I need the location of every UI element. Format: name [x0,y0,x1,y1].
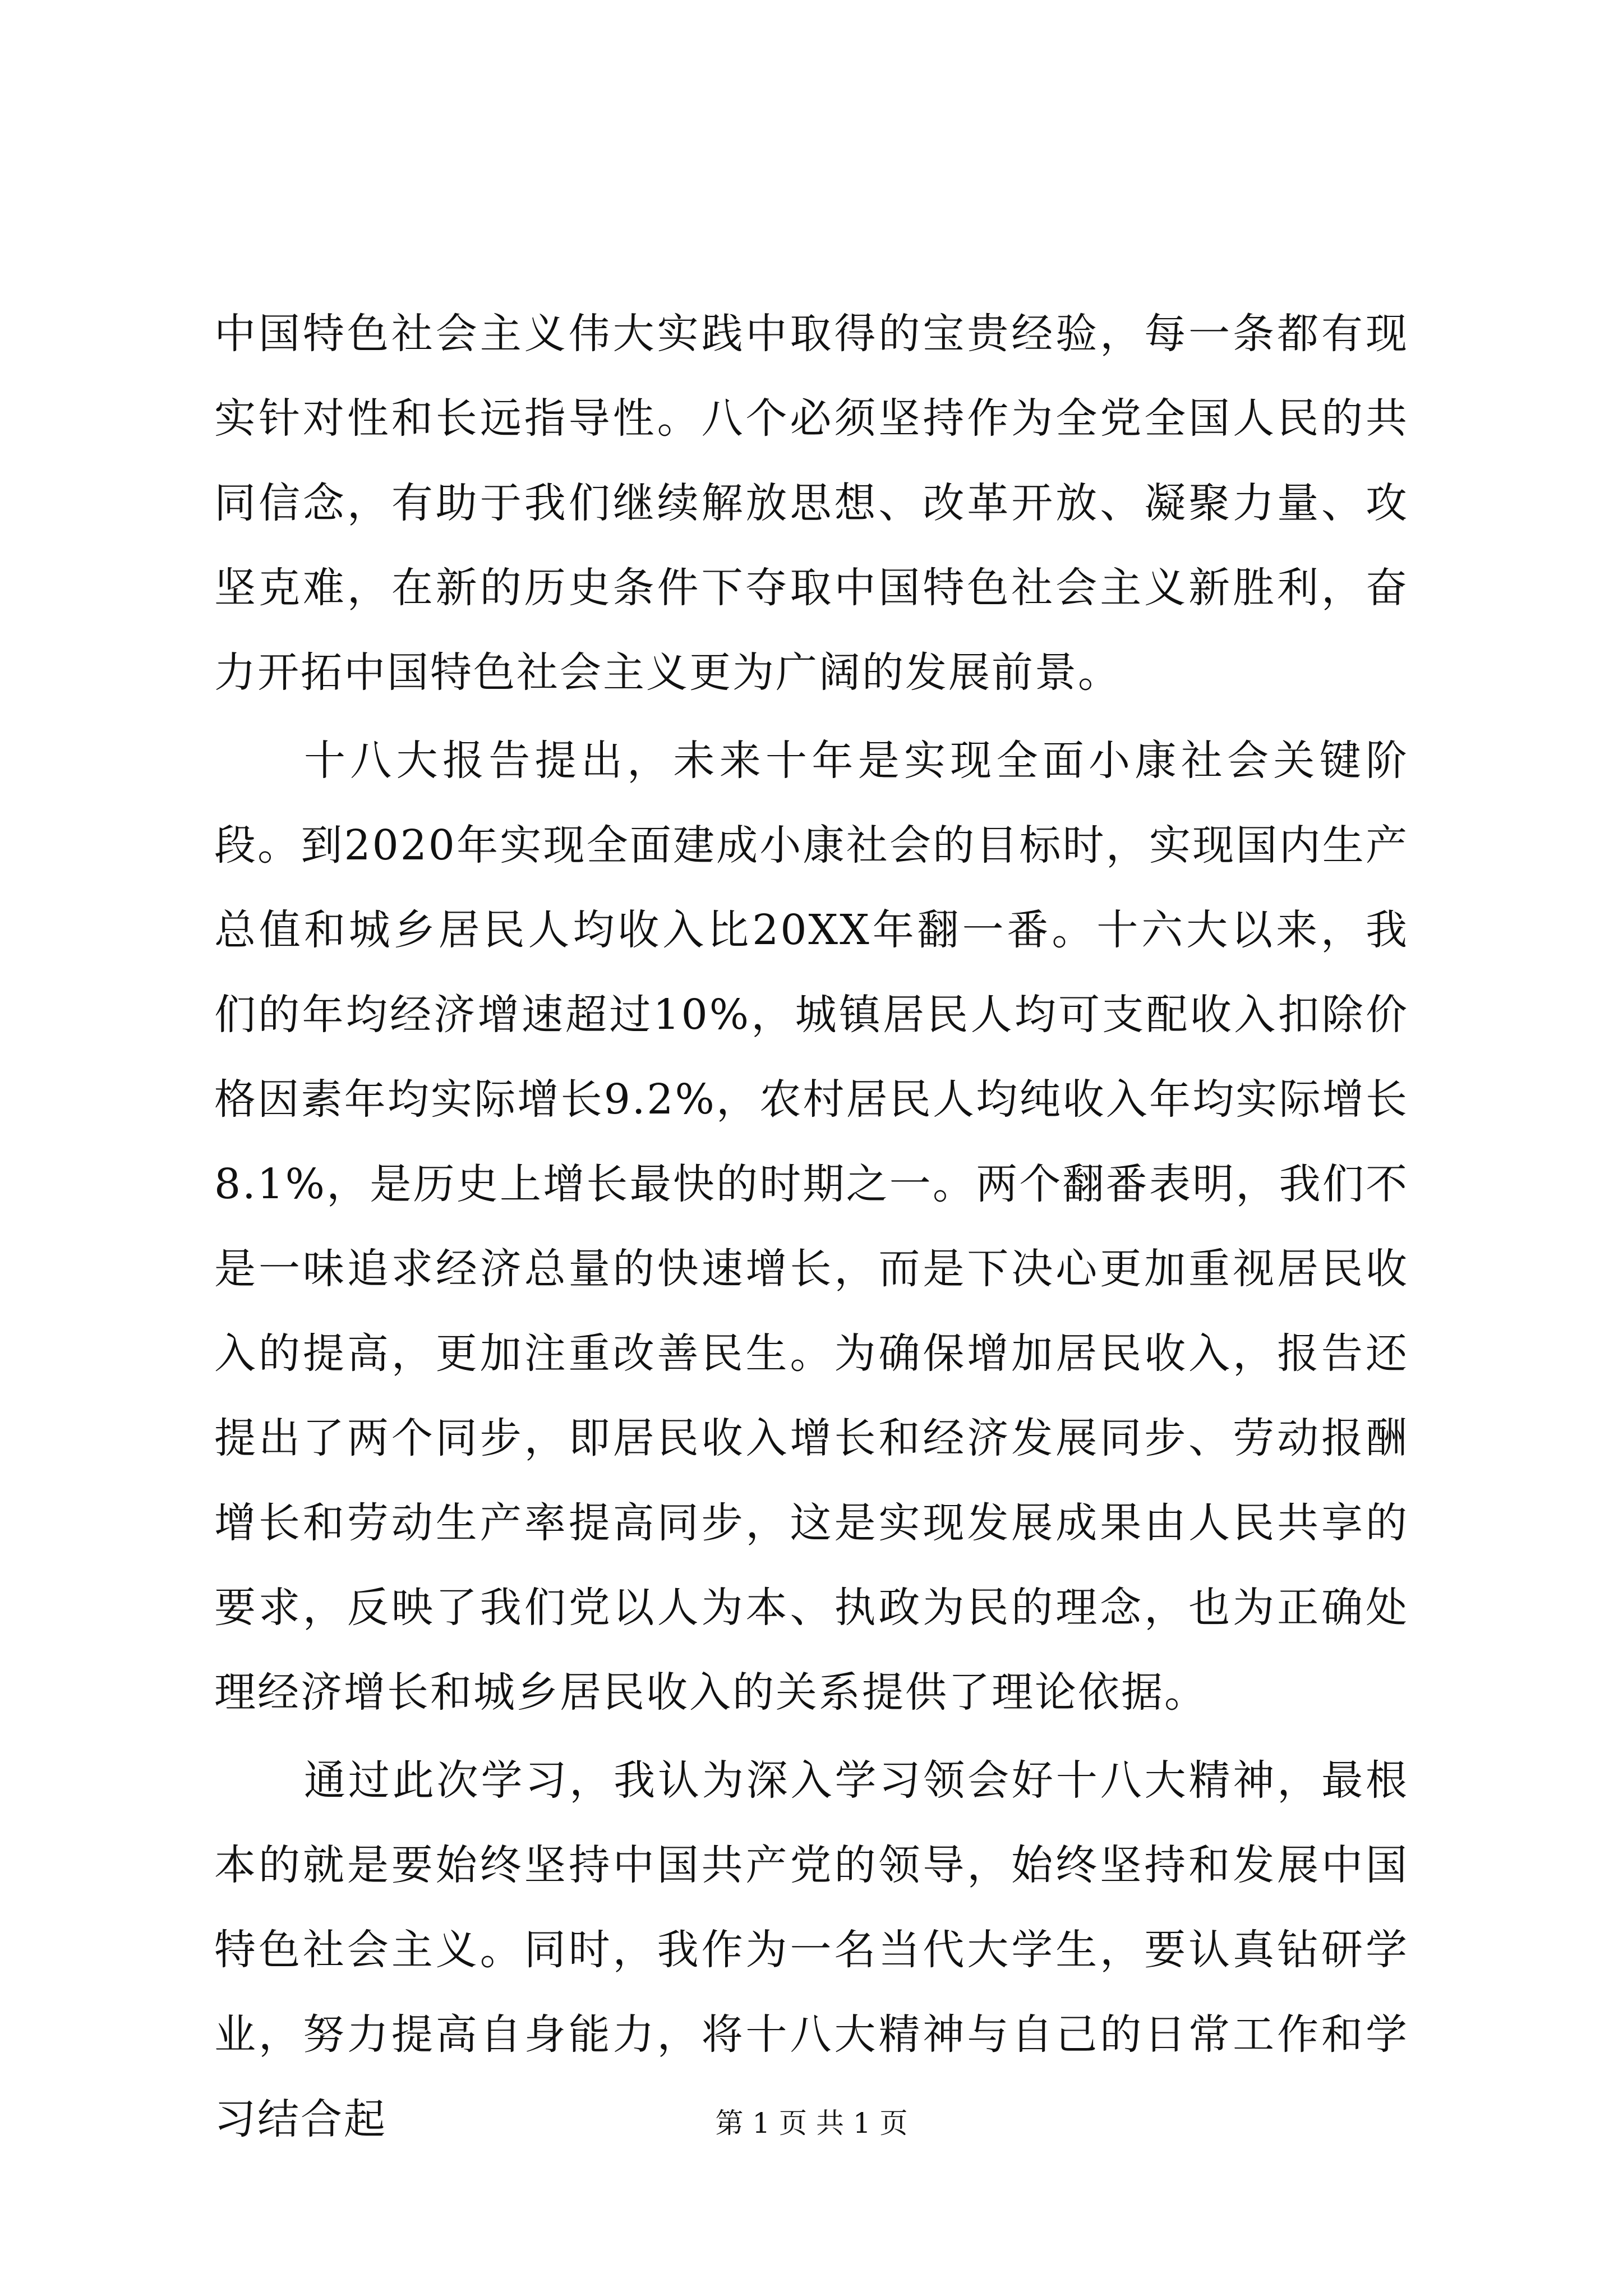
paragraph-income-targets: 十八大报告提出，未来十年是实现全面小康社会关键阶段。到2020年实现全面建成小康社会的目标时，实现国内生产总值和城乡居民人均收入比20XX年翻一番。十六大以来，我们的年均经济增速超过10%，城镇居民人均可支配收入扣除价格因素年均实际增长9.2%，农村居民人均纯收入年均实际增长8.1%，是历史上增长最快的时期之一。两个翻番表明，我们不是一味追求经济总量的快速增长，而是下决心更加重视居民收入的提高，更加注重改善民生。为确保增加居民收入，报告还提出了两个同步，即居民收入增长和经济发展同步、劳动报酬增长和劳动生产率提高同步，这是实现发展成果由人民共享的要求，反映了我们党以人为本、执政为民的理念，也为正确处理经济增长和城乡居民收入的关系提供了理论依据。 [214,737,1409,1717]
page-number-footer: 第 1 页 共 1 页 [715,2107,908,2139]
paragraph-study-conclusion: 通过此次学习，我认为深入学习领会好十八大精神，最根本的就是要始终坚持中国共产党的领导，始终坚持和发展中国特色社会主义。同时，我作为一名当代大学生，要认真钻研学业，努力提高自身能力，将十八大精神与自己的日常工作和学习结合起 [214,1756,1409,2143]
document-body [214,292,1409,2165]
paragraph-continuation: 中国特色社会主义伟大实践中取得的宝贵经验，每一条都有现实针对性和长远指导性。八个必须坚持作为全党全国人民的共同信念，有助于我们继续解放思想、改革开放、凝聚力量、攻坚克难，在新的历史条件下夺取中国特色社会主义新胜利，奋力开拓中国特色社会主义更为广阔的发展前景。 [214,310,1409,697]
